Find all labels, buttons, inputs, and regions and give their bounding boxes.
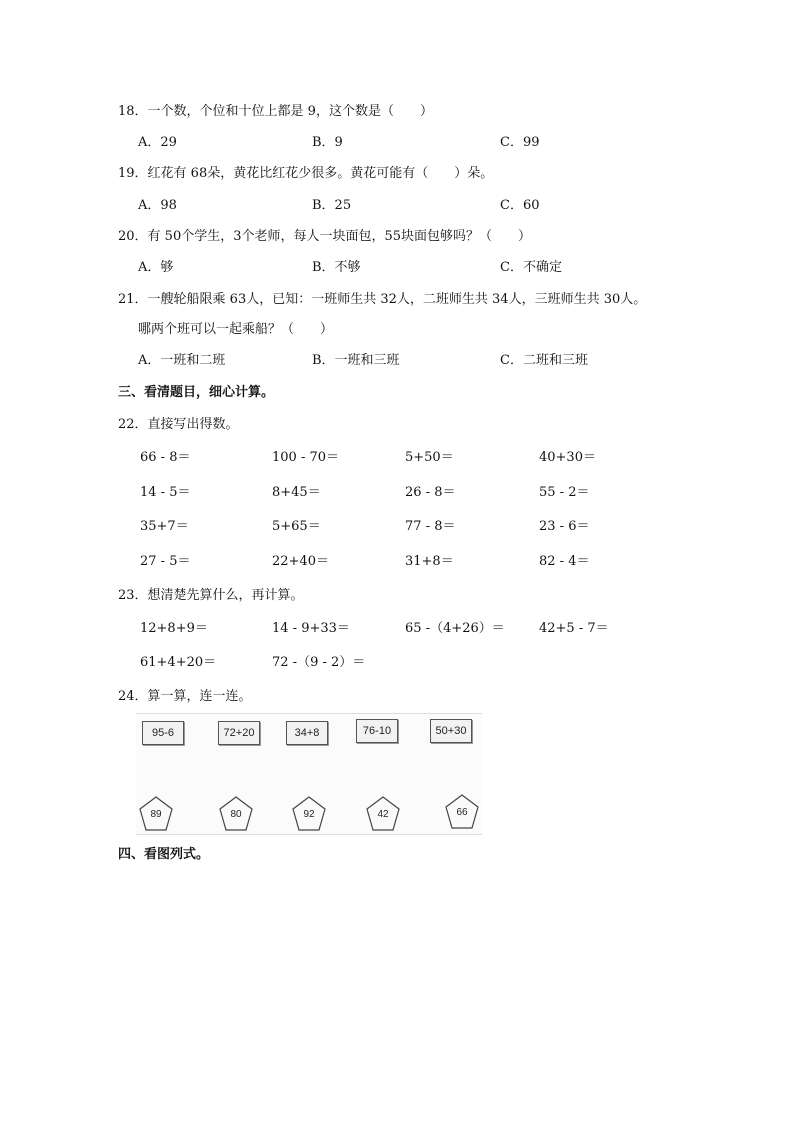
q22-item: 26 - 8＝ <box>405 485 456 500</box>
q22-stem: 22．直接写出得数。 <box>118 417 239 432</box>
q22-item: 22+40＝ <box>272 554 329 569</box>
q22-item: 35+7＝ <box>140 519 189 534</box>
q22-item: 23 - 6＝ <box>539 519 590 534</box>
q23-item: 61+4+20＝ <box>140 655 217 670</box>
q21-option-a: A．一班和二班 <box>138 353 226 368</box>
q23-item: 65 -（4+26）＝ <box>405 621 505 636</box>
answer-value: 89 <box>150 809 162 820</box>
q22-item: 82 - 4＝ <box>539 554 590 569</box>
q22-item: 100 - 70＝ <box>272 450 340 465</box>
expression-card[interactable]: 76-10 <box>356 719 398 743</box>
expression-card[interactable]: 50+30 <box>430 719 472 743</box>
q23-item: 72 -（9 - 2）＝ <box>272 655 366 670</box>
q21-option-b: B．一班和三班 <box>312 353 400 368</box>
q23-item: 42+5 - 7＝ <box>539 621 609 636</box>
q23-stem: 23．想清楚先算什么，再计算。 <box>118 588 304 603</box>
q22-item: 40+30＝ <box>539 450 596 465</box>
answer-pentagon[interactable] <box>365 795 401 833</box>
q22-item: 55 - 2＝ <box>539 485 590 500</box>
q22-item: 31+8＝ <box>405 554 454 569</box>
figure-bottom-edge <box>136 834 482 835</box>
section4-title: 四、看图列式。 <box>118 847 210 862</box>
q22-item: 66 - 8＝ <box>140 450 191 465</box>
section3-title: 三、看清题目，细心计算。 <box>118 385 275 400</box>
expression-card[interactable]: 95-6 <box>142 721 184 745</box>
answer-value: 66 <box>456 807 468 818</box>
q22-item: 5+50＝ <box>405 450 454 465</box>
figure-top-edge <box>136 713 482 714</box>
q24-matching-figure <box>136 713 482 835</box>
q20-stem: 20．有 50个学生，3个老师，每人一块面包，55块面包够吗？（ ） <box>118 229 532 244</box>
q24-stem: 24．算一算，连一连。 <box>118 689 252 704</box>
answer-pentagon[interactable] <box>444 793 480 831</box>
q22-item: 14 - 5＝ <box>140 485 191 500</box>
answer-value: 92 <box>303 809 315 820</box>
answer-pentagon[interactable] <box>291 795 327 833</box>
expression-card[interactable]: 34+8 <box>286 721 328 745</box>
q19-option-b: B．25 <box>312 198 352 213</box>
q22-item: 8+45＝ <box>272 485 321 500</box>
q20-option-c: C．不确定 <box>500 260 562 275</box>
q21-stem-line2: 哪两个班可以一起乘船？（ ） <box>138 322 334 337</box>
answer-value: 42 <box>377 809 389 820</box>
q23-item: 12+8+9＝ <box>140 621 208 636</box>
q21-option-c: C．二班和三班 <box>500 353 588 368</box>
answer-pentagon[interactable] <box>138 795 174 833</box>
q22-item: 77 - 8＝ <box>405 519 456 534</box>
q20-option-b: B．不够 <box>312 260 361 275</box>
q18-option-a: A．29 <box>138 135 177 150</box>
q18-option-c: C．99 <box>500 135 540 150</box>
q19-option-c: C．60 <box>500 198 540 213</box>
q20-option-a: A．够 <box>138 260 174 275</box>
q19-stem: 19．红花有 68朵，黄花比红花少很多。黄花可能有（ ）朵。 <box>118 166 494 181</box>
q23-item: 14 - 9+33＝ <box>272 621 350 636</box>
answer-value: 80 <box>230 809 242 820</box>
q18-stem: 18．一个数，个位和十位上都是 9，这个数是（ ） <box>118 104 433 119</box>
q18-option-b: B．9 <box>312 135 343 150</box>
q22-item: 5+65＝ <box>272 519 321 534</box>
expression-card[interactable]: 72+20 <box>218 721 260 745</box>
answer-pentagon[interactable] <box>218 795 254 833</box>
q22-item: 27 - 5＝ <box>140 554 191 569</box>
q21-stem-line1: 21．一艘轮船限乘 63人，已知：一班师生共 32人，二班师生共 34人，三班师生共 30人。 <box>118 292 647 307</box>
q19-option-a: A．98 <box>138 198 177 213</box>
